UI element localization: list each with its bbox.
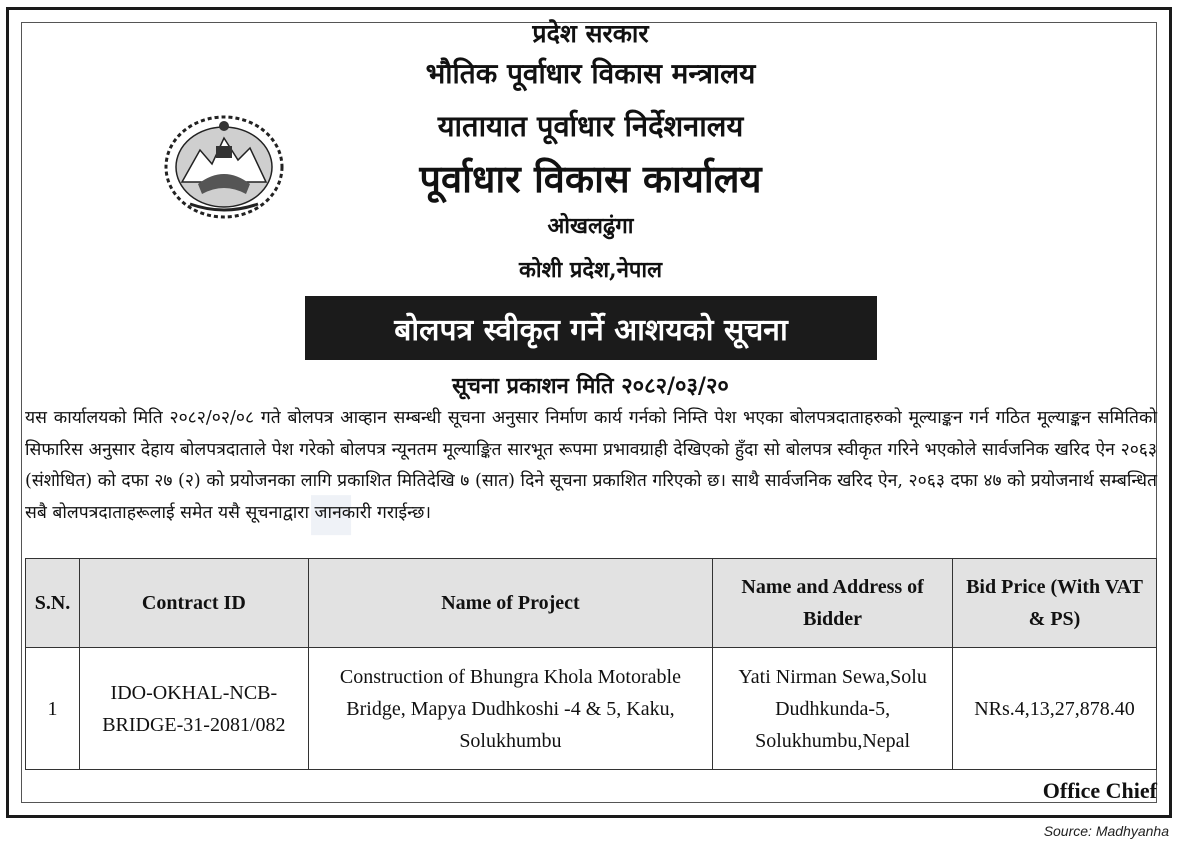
publication-date: सूचना प्रकाशन मिति २०८२/०३/२० xyxy=(452,373,729,399)
cell-project: Construction of Bhungra Khola Motorable Bridge, Mapya Dudhkoshi -4 & 5, Kaku, Solukhumbu xyxy=(308,648,712,770)
header-ministry: भौतिक पूर्वाधार विकास मन्त्रालय xyxy=(425,57,756,90)
header-directorate: यातायात पूर्वाधार निर्देशनालय xyxy=(437,109,744,143)
header-office: पूर्वाधार विकास कार्यालय xyxy=(419,156,762,201)
header-province-country: कोशी प्रदेश,नेपाल xyxy=(518,257,663,283)
source-credit: Source: Madhyanha xyxy=(1043,823,1169,839)
col-header-sn: S.N. xyxy=(26,559,80,648)
cell-sn: 1 xyxy=(26,648,80,770)
notice-title-banner xyxy=(305,296,877,360)
col-header-bidder: Name and Address of Bidder xyxy=(713,559,953,648)
header-province: प्रदेश सरकार xyxy=(532,19,649,48)
cell-contract-id: IDO-OKHAL-NCB-BRIDGE-31-2081/082 xyxy=(79,648,308,770)
col-header-project: Name of Project xyxy=(308,559,712,648)
table-row xyxy=(26,648,1157,770)
signoff: Office Chief xyxy=(1042,778,1157,803)
notice-body: यस कार्यालयको मिति २०८२/०२/०८ गते बोलपत्र आव्हान सम्बन्धी सूचना अनुसार निर्माण कार्य गर्नको निम्ति पेश भएका बोलपत्रदाताहरुको मूल्याङ्कन गर्न गठित मूल्याङ्कन समितिको सिफारिस अनुसार देहाय बोलपत्रदाताले पेश गरेको बोलपत्र न्यूनतम मूल्याङ्कित सारभूत रूपमा प्रभावग्राही देखिएको हुँदा सो बोलपत्र स्वीकृत गरिने भएकोले सार्वजनिक खरिद ऐन २०६३ (संशोधित) को दफा २७ (२) को प्रयोजनका लागि प्रकाशित मितिदेखि ७ (सात) दिने सूचना प्रकाशित गरिएको छ। साथै सार्वजनिक खरिद ऐन, २०६३ दफा ४७ को प्रयोजनार्थ सम्बन्धित सबै बोलपत्रदाताहरूलाई समेत यसै सूचनाद्वारा जानकारी गराईन्छ। xyxy=(25,408,1157,523)
cell-bidder: Yati Nirman Sewa,Solu Dudhkunda-5, Solukhumbu,Nepal xyxy=(713,648,953,770)
watermark: ◆ xyxy=(280,464,374,558)
bid-table xyxy=(25,558,1157,770)
table-header-row xyxy=(26,559,1157,648)
col-header-price: Bid Price (With VAT & PS) xyxy=(953,559,1157,648)
cell-price: NRs.4,13,27,878.40 xyxy=(953,648,1157,770)
notice-title: बोलपत्र स्वीकृत गर्ने आशयको सूचना xyxy=(394,312,788,348)
header-district: ओखलढुंगा xyxy=(547,213,634,239)
col-header-contract-id: Contract ID xyxy=(79,559,308,648)
